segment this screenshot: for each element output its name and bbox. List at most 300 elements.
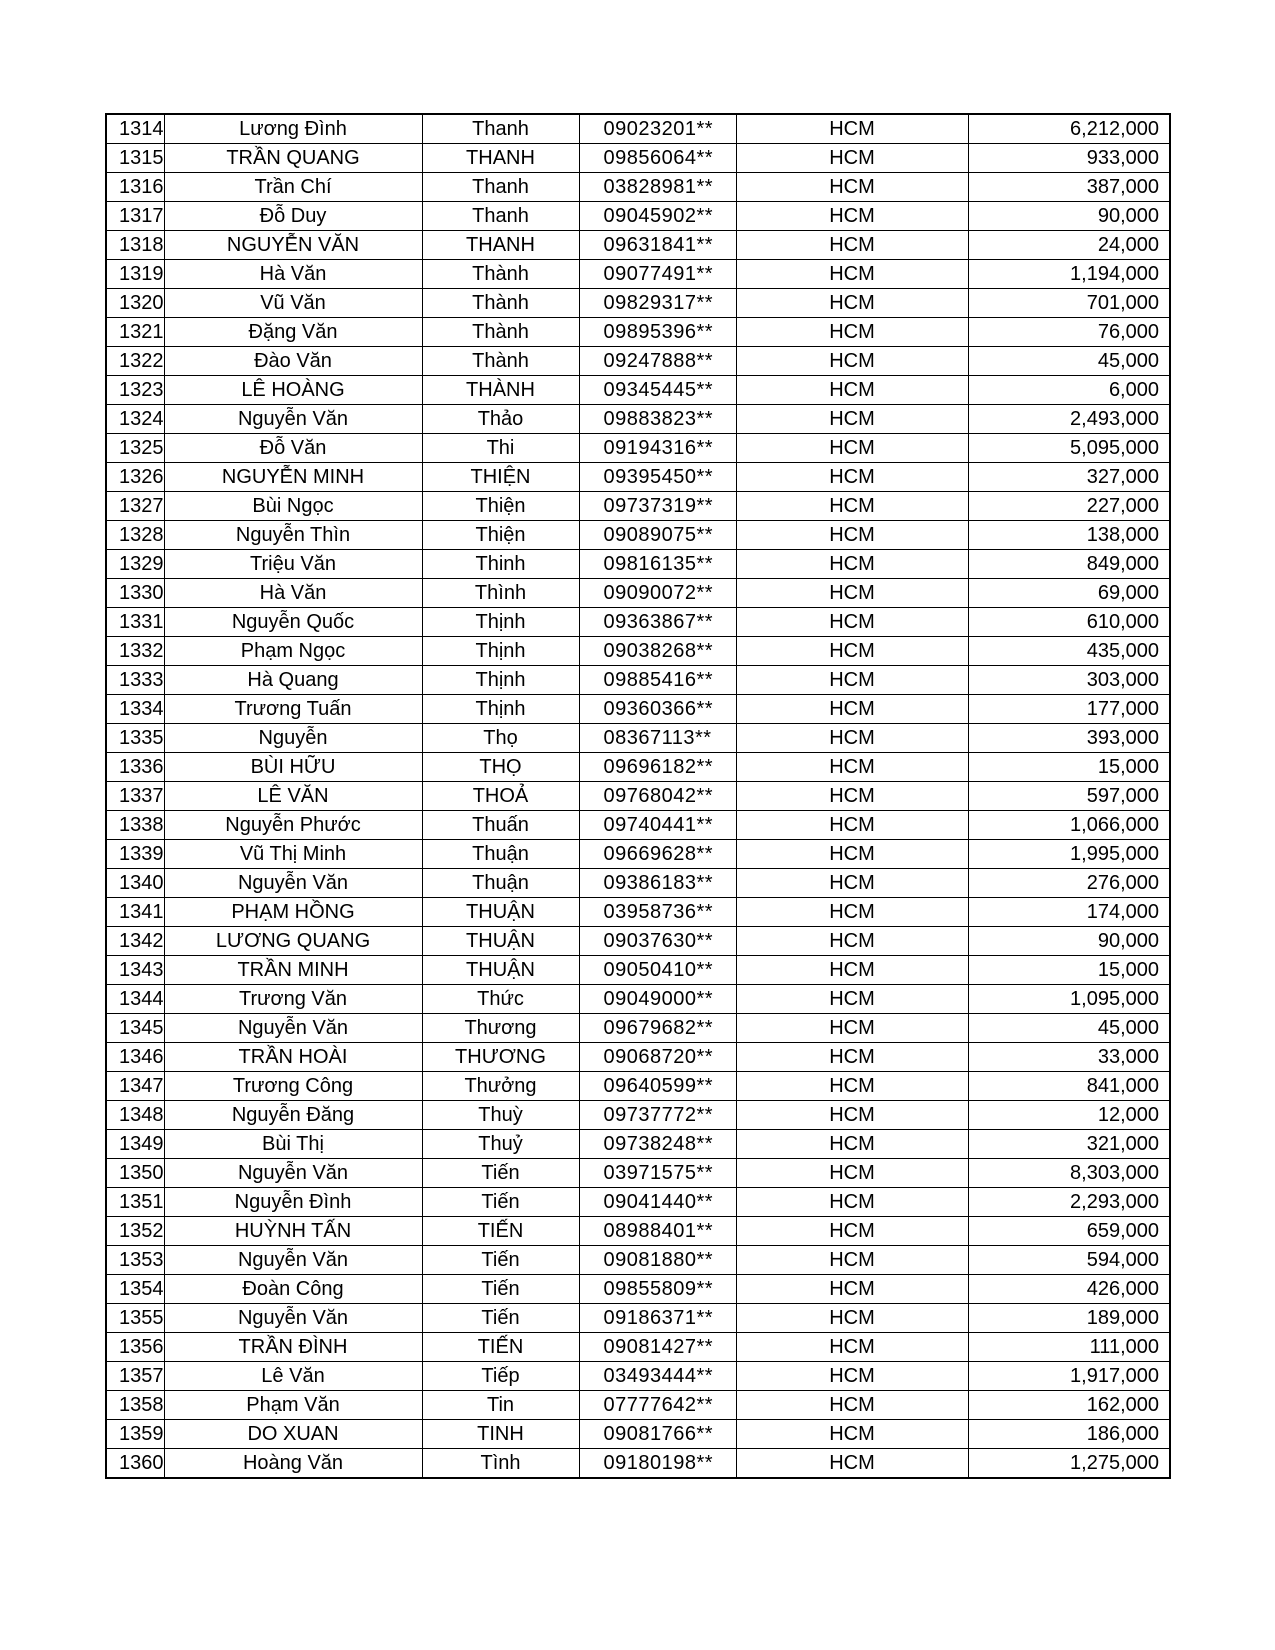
cell-phone: 09081427**: [579, 1333, 736, 1362]
table-row: [106, 1275, 1170, 1304]
cell-family-name: Hà Văn: [164, 260, 422, 289]
cell-amount: 174,000: [968, 898, 1170, 927]
cell-phone: 09081766**: [579, 1420, 736, 1449]
cell-family-name: Đào Văn: [164, 347, 422, 376]
cell-index: 1351: [106, 1188, 164, 1217]
cell-amount: 426,000: [968, 1275, 1170, 1304]
cell-amount: 1,066,000: [968, 811, 1170, 840]
cell-given-name: Thịnh: [422, 608, 579, 637]
cell-region: HCM: [736, 1362, 968, 1391]
cell-phone: 09737319**: [579, 492, 736, 521]
cell-phone: 09696182**: [579, 753, 736, 782]
document-page: [105, 113, 1169, 1479]
cell-amount: 321,000: [968, 1130, 1170, 1159]
cell-given-name: Tiến: [422, 1188, 579, 1217]
cell-given-name: THIỆN: [422, 463, 579, 492]
cell-given-name: THỌ: [422, 753, 579, 782]
cell-index: 1357: [106, 1362, 164, 1391]
cell-index: 1325: [106, 434, 164, 463]
cell-given-name: Thành: [422, 260, 579, 289]
cell-phone: 03971575**: [579, 1159, 736, 1188]
cell-given-name: THANH: [422, 231, 579, 260]
cell-region: HCM: [736, 260, 968, 289]
cell-phone: 09386183**: [579, 869, 736, 898]
cell-amount: 6,000: [968, 376, 1170, 405]
cell-given-name: Thịnh: [422, 637, 579, 666]
cell-given-name: Thảo: [422, 405, 579, 434]
cell-given-name: Thuỷ: [422, 1130, 579, 1159]
cell-phone: 09360366**: [579, 695, 736, 724]
cell-region: HCM: [736, 1101, 968, 1130]
cell-index: 1321: [106, 318, 164, 347]
cell-region: HCM: [736, 231, 968, 260]
cell-region: HCM: [736, 1420, 968, 1449]
cell-amount: 76,000: [968, 318, 1170, 347]
cell-phone: 09631841**: [579, 231, 736, 260]
cell-family-name: LƯƠNG QUANG: [164, 927, 422, 956]
cell-amount: 2,493,000: [968, 405, 1170, 434]
table-row: [106, 173, 1170, 202]
table-row: [106, 1420, 1170, 1449]
cell-amount: 435,000: [968, 637, 1170, 666]
cell-phone: 09050410**: [579, 956, 736, 985]
cell-family-name: Nguyễn Quốc: [164, 608, 422, 637]
cell-family-name: Nguyễn Thìn: [164, 521, 422, 550]
cell-index: 1322: [106, 347, 164, 376]
cell-phone: 09895396**: [579, 318, 736, 347]
cell-phone: 09883823**: [579, 405, 736, 434]
cell-index: 1354: [106, 1275, 164, 1304]
cell-phone: 08367113**: [579, 724, 736, 753]
cell-family-name: Nguyễn Văn: [164, 869, 422, 898]
cell-index: 1314: [106, 114, 164, 144]
cell-given-name: Thi: [422, 434, 579, 463]
cell-amount: 849,000: [968, 550, 1170, 579]
cell-region: HCM: [736, 724, 968, 753]
table-row: [106, 1304, 1170, 1333]
cell-family-name: Phạm Ngọc: [164, 637, 422, 666]
table-row: [106, 1449, 1170, 1479]
cell-family-name: NGUYỄN VĂN: [164, 231, 422, 260]
cell-given-name: THUẬN: [422, 956, 579, 985]
cell-index: 1360: [106, 1449, 164, 1479]
cell-family-name: Trương Tuấn: [164, 695, 422, 724]
table-row: [106, 724, 1170, 753]
cell-amount: 610,000: [968, 608, 1170, 637]
cell-phone: 09737772**: [579, 1101, 736, 1130]
data-table: [105, 113, 1171, 1479]
cell-family-name: Đỗ Văn: [164, 434, 422, 463]
cell-phone: 09037630**: [579, 927, 736, 956]
cell-family-name: Nguyễn Văn: [164, 1304, 422, 1333]
cell-family-name: Trần Chí: [164, 173, 422, 202]
cell-region: HCM: [736, 869, 968, 898]
cell-region: HCM: [736, 1072, 968, 1101]
cell-region: HCM: [736, 1217, 968, 1246]
cell-phone: 09816135**: [579, 550, 736, 579]
cell-region: HCM: [736, 173, 968, 202]
cell-family-name: BÙI HỮU: [164, 753, 422, 782]
table-row: [106, 1362, 1170, 1391]
cell-region: HCM: [736, 898, 968, 927]
cell-given-name: THUẬN: [422, 898, 579, 927]
table-row: [106, 1130, 1170, 1159]
table-row: [106, 985, 1170, 1014]
cell-index: 1316: [106, 173, 164, 202]
cell-index: 1315: [106, 144, 164, 173]
cell-phone: 09829317**: [579, 289, 736, 318]
cell-region: HCM: [736, 1304, 968, 1333]
cell-family-name: Đỗ Duy: [164, 202, 422, 231]
cell-given-name: Thịnh: [422, 666, 579, 695]
cell-given-name: Tình: [422, 1449, 579, 1479]
cell-index: 1345: [106, 1014, 164, 1043]
cell-index: 1317: [106, 202, 164, 231]
cell-given-name: TIẾN: [422, 1217, 579, 1246]
cell-phone: 09740441**: [579, 811, 736, 840]
cell-index: 1332: [106, 637, 164, 666]
cell-family-name: Đặng Văn: [164, 318, 422, 347]
cell-given-name: THÀNH: [422, 376, 579, 405]
cell-index: 1356: [106, 1333, 164, 1362]
cell-region: HCM: [736, 753, 968, 782]
cell-given-name: Thiện: [422, 521, 579, 550]
cell-phone: 09856064**: [579, 144, 736, 173]
cell-index: 1338: [106, 811, 164, 840]
table-row: [106, 1188, 1170, 1217]
cell-family-name: HUỲNH TẤN: [164, 1217, 422, 1246]
cell-given-name: Thành: [422, 318, 579, 347]
table-row: [106, 956, 1170, 985]
table-row: [106, 521, 1170, 550]
cell-region: HCM: [736, 289, 968, 318]
cell-index: 1331: [106, 608, 164, 637]
table-row: [106, 869, 1170, 898]
cell-amount: 597,000: [968, 782, 1170, 811]
cell-given-name: THANH: [422, 144, 579, 173]
cell-given-name: Thuỳ: [422, 1101, 579, 1130]
cell-amount: 6,212,000: [968, 114, 1170, 144]
cell-amount: 1,275,000: [968, 1449, 1170, 1479]
cell-index: 1329: [106, 550, 164, 579]
table-row: [106, 666, 1170, 695]
cell-index: 1359: [106, 1420, 164, 1449]
table-row: [106, 1333, 1170, 1362]
cell-amount: 227,000: [968, 492, 1170, 521]
cell-index: 1318: [106, 231, 164, 260]
cell-family-name: Bùi Thị: [164, 1130, 422, 1159]
cell-phone: 09077491**: [579, 260, 736, 289]
cell-region: HCM: [736, 666, 968, 695]
cell-family-name: Vũ Thị Minh: [164, 840, 422, 869]
cell-index: 1344: [106, 985, 164, 1014]
cell-amount: 33,000: [968, 1043, 1170, 1072]
cell-phone: 09041440**: [579, 1188, 736, 1217]
cell-index: 1337: [106, 782, 164, 811]
cell-index: 1320: [106, 289, 164, 318]
cell-amount: 701,000: [968, 289, 1170, 318]
cell-region: HCM: [736, 956, 968, 985]
table-row: [106, 579, 1170, 608]
table-body: [106, 114, 1170, 1478]
cell-phone: 03958736**: [579, 898, 736, 927]
cell-region: HCM: [736, 492, 968, 521]
cell-family-name: Triệu Văn: [164, 550, 422, 579]
cell-given-name: Thành: [422, 289, 579, 318]
cell-family-name: Bùi Ngọc: [164, 492, 422, 521]
cell-region: HCM: [736, 1449, 968, 1479]
cell-amount: 24,000: [968, 231, 1170, 260]
cell-amount: 45,000: [968, 1014, 1170, 1043]
table-row: [106, 1246, 1170, 1275]
cell-amount: 841,000: [968, 1072, 1170, 1101]
cell-given-name: Thức: [422, 985, 579, 1014]
cell-region: HCM: [736, 405, 968, 434]
cell-index: 1347: [106, 1072, 164, 1101]
cell-amount: 12,000: [968, 1101, 1170, 1130]
cell-family-name: Nguyễn Đình: [164, 1188, 422, 1217]
cell-amount: 1,995,000: [968, 840, 1170, 869]
cell-region: HCM: [736, 347, 968, 376]
cell-region: HCM: [736, 521, 968, 550]
cell-index: 1341: [106, 898, 164, 927]
cell-amount: 1,095,000: [968, 985, 1170, 1014]
cell-family-name: Nguyễn Đăng: [164, 1101, 422, 1130]
cell-family-name: DO XUAN: [164, 1420, 422, 1449]
table-row: [106, 898, 1170, 927]
cell-given-name: THUẬN: [422, 927, 579, 956]
cell-index: 1352: [106, 1217, 164, 1246]
cell-family-name: Lê Văn: [164, 1362, 422, 1391]
table-row: [106, 782, 1170, 811]
cell-phone: 09363867**: [579, 608, 736, 637]
table-row: [106, 1043, 1170, 1072]
cell-amount: 933,000: [968, 144, 1170, 173]
cell-given-name: THƯƠNG: [422, 1043, 579, 1072]
cell-phone: 03828981**: [579, 173, 736, 202]
table-row: [106, 840, 1170, 869]
table-row: [106, 550, 1170, 579]
cell-family-name: TRẦN HOÀI: [164, 1043, 422, 1072]
cell-phone: 09180198**: [579, 1449, 736, 1479]
table-row: [106, 405, 1170, 434]
table-row: [106, 1217, 1170, 1246]
table-row: [106, 114, 1170, 144]
cell-family-name: Hà Văn: [164, 579, 422, 608]
table-row: [106, 637, 1170, 666]
cell-phone: 09395450**: [579, 463, 736, 492]
cell-amount: 1,194,000: [968, 260, 1170, 289]
cell-index: 1339: [106, 840, 164, 869]
cell-region: HCM: [736, 463, 968, 492]
cell-region: HCM: [736, 985, 968, 1014]
cell-given-name: Tiến: [422, 1275, 579, 1304]
cell-amount: 138,000: [968, 521, 1170, 550]
cell-given-name: Thuấn: [422, 811, 579, 840]
cell-region: HCM: [736, 114, 968, 144]
table-row: [106, 376, 1170, 405]
cell-amount: 393,000: [968, 724, 1170, 753]
table-row: [106, 695, 1170, 724]
cell-given-name: Thanh: [422, 173, 579, 202]
cell-amount: 5,095,000: [968, 434, 1170, 463]
cell-family-name: Hoàng Văn: [164, 1449, 422, 1479]
cell-phone: 09640599**: [579, 1072, 736, 1101]
cell-region: HCM: [736, 1130, 968, 1159]
table-row: [106, 811, 1170, 840]
cell-phone: 09669628**: [579, 840, 736, 869]
cell-phone: 09068720**: [579, 1043, 736, 1072]
cell-amount: 594,000: [968, 1246, 1170, 1275]
cell-index: 1350: [106, 1159, 164, 1188]
cell-family-name: Nguyễn Phước: [164, 811, 422, 840]
cell-phone: 09089075**: [579, 521, 736, 550]
cell-region: HCM: [736, 1391, 968, 1420]
cell-index: 1326: [106, 463, 164, 492]
cell-region: HCM: [736, 318, 968, 347]
cell-amount: 659,000: [968, 1217, 1170, 1246]
cell-amount: 90,000: [968, 202, 1170, 231]
cell-phone: 09194316**: [579, 434, 736, 463]
cell-amount: 276,000: [968, 869, 1170, 898]
cell-amount: 15,000: [968, 753, 1170, 782]
cell-phone: 09023201**: [579, 114, 736, 144]
cell-region: HCM: [736, 376, 968, 405]
cell-phone: 09345445**: [579, 376, 736, 405]
cell-index: 1333: [106, 666, 164, 695]
cell-index: 1342: [106, 927, 164, 956]
table-row: [106, 608, 1170, 637]
cell-given-name: Tin: [422, 1391, 579, 1420]
cell-amount: 8,303,000: [968, 1159, 1170, 1188]
cell-phone: 07777642**: [579, 1391, 736, 1420]
cell-family-name: Lương Đình: [164, 114, 422, 144]
cell-region: HCM: [736, 1275, 968, 1304]
cell-region: HCM: [736, 1159, 968, 1188]
cell-given-name: Thương: [422, 1014, 579, 1043]
cell-amount: 162,000: [968, 1391, 1170, 1420]
cell-index: 1349: [106, 1130, 164, 1159]
cell-given-name: Tiến: [422, 1246, 579, 1275]
table-row: [106, 1014, 1170, 1043]
cell-given-name: Thọ: [422, 724, 579, 753]
cell-given-name: Thành: [422, 347, 579, 376]
cell-phone: 09768042**: [579, 782, 736, 811]
cell-index: 1330: [106, 579, 164, 608]
cell-amount: 327,000: [968, 463, 1170, 492]
cell-given-name: Thình: [422, 579, 579, 608]
cell-index: 1335: [106, 724, 164, 753]
cell-amount: 69,000: [968, 579, 1170, 608]
cell-phone: 08988401**: [579, 1217, 736, 1246]
cell-amount: 1,917,000: [968, 1362, 1170, 1391]
table-row: [106, 260, 1170, 289]
table-row: [106, 1159, 1170, 1188]
cell-family-name: LÊ HOÀNG: [164, 376, 422, 405]
cell-index: 1319: [106, 260, 164, 289]
cell-amount: 15,000: [968, 956, 1170, 985]
cell-index: 1324: [106, 405, 164, 434]
table-row: [106, 202, 1170, 231]
table-row: [106, 231, 1170, 260]
cell-given-name: Thịnh: [422, 695, 579, 724]
cell-given-name: Thanh: [422, 202, 579, 231]
cell-phone: 09679682**: [579, 1014, 736, 1043]
cell-index: 1353: [106, 1246, 164, 1275]
cell-index: 1348: [106, 1101, 164, 1130]
cell-phone: 03493444**: [579, 1362, 736, 1391]
cell-family-name: Nguyễn Văn: [164, 1159, 422, 1188]
cell-given-name: THOẢ: [422, 782, 579, 811]
cell-phone: 09855809**: [579, 1275, 736, 1304]
cell-index: 1358: [106, 1391, 164, 1420]
cell-phone: 09738248**: [579, 1130, 736, 1159]
cell-phone: 09038268**: [579, 637, 736, 666]
table-row: [106, 144, 1170, 173]
cell-given-name: Thinh: [422, 550, 579, 579]
cell-given-name: TIẾN: [422, 1333, 579, 1362]
cell-phone: 09186371**: [579, 1304, 736, 1333]
cell-phone: 09045902**: [579, 202, 736, 231]
cell-region: HCM: [736, 550, 968, 579]
cell-index: 1328: [106, 521, 164, 550]
cell-region: HCM: [736, 144, 968, 173]
cell-index: 1327: [106, 492, 164, 521]
cell-given-name: Thưởng: [422, 1072, 579, 1101]
cell-amount: 189,000: [968, 1304, 1170, 1333]
cell-index: 1336: [106, 753, 164, 782]
cell-region: HCM: [736, 782, 968, 811]
cell-family-name: PHẠM HỒNG: [164, 898, 422, 927]
cell-phone: 09081880**: [579, 1246, 736, 1275]
cell-given-name: Tiến: [422, 1159, 579, 1188]
cell-region: HCM: [736, 695, 968, 724]
cell-amount: 387,000: [968, 173, 1170, 202]
cell-phone: 09885416**: [579, 666, 736, 695]
cell-given-name: Tiến: [422, 1304, 579, 1333]
cell-given-name: Thuận: [422, 840, 579, 869]
cell-phone: 09090072**: [579, 579, 736, 608]
cell-family-name: LÊ VĂN: [164, 782, 422, 811]
cell-index: 1334: [106, 695, 164, 724]
cell-index: 1355: [106, 1304, 164, 1333]
cell-family-name: Trương Văn: [164, 985, 422, 1014]
table-row: [106, 289, 1170, 318]
cell-region: HCM: [736, 1333, 968, 1362]
cell-family-name: TRẦN MINH: [164, 956, 422, 985]
cell-family-name: Vũ Văn: [164, 289, 422, 318]
cell-region: HCM: [736, 579, 968, 608]
cell-amount: 111,000: [968, 1333, 1170, 1362]
cell-amount: 186,000: [968, 1420, 1170, 1449]
cell-family-name: TRẦN ĐÌNH: [164, 1333, 422, 1362]
cell-amount: 177,000: [968, 695, 1170, 724]
table-row: [106, 1391, 1170, 1420]
cell-phone: 09247888**: [579, 347, 736, 376]
cell-region: HCM: [736, 1188, 968, 1217]
cell-region: HCM: [736, 637, 968, 666]
table-row: [106, 1072, 1170, 1101]
cell-index: 1343: [106, 956, 164, 985]
cell-given-name: TINH: [422, 1420, 579, 1449]
cell-amount: 90,000: [968, 927, 1170, 956]
cell-given-name: Thanh: [422, 114, 579, 144]
cell-index: 1346: [106, 1043, 164, 1072]
table-row: [106, 1101, 1170, 1130]
table-row: [106, 347, 1170, 376]
cell-region: HCM: [736, 202, 968, 231]
cell-given-name: Thuận: [422, 869, 579, 898]
